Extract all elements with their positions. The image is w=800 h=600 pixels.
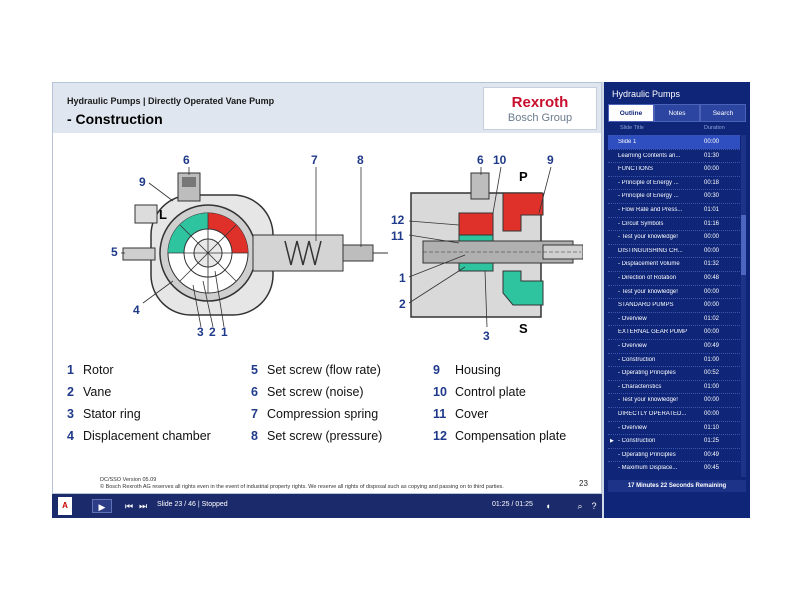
callout-S: S	[519, 321, 528, 336]
tab-outline[interactable]: Outline	[608, 104, 654, 122]
callout-10-right: 10	[493, 153, 507, 167]
sidebar-title: Hydraulic Pumps	[612, 89, 681, 99]
current-slide-arrow-icon: ▶	[610, 438, 614, 445]
outline-item-duration: 01:01	[704, 207, 720, 213]
callout-6-right: 6	[477, 153, 484, 167]
help-icon[interactable]: ?	[591, 501, 597, 511]
rexroth-logo	[483, 87, 597, 130]
outline-item-title: - Overview	[618, 315, 647, 322]
legend-item: 5 Set screw (flow rate)	[251, 363, 381, 377]
outline-item[interactable]	[608, 434, 740, 448]
outline-item-title: - Characteristics	[618, 383, 662, 390]
left-pump-view	[121, 167, 388, 327]
legend-item: 12 Compensation plate	[433, 429, 567, 443]
callout-5-left: 5	[111, 245, 118, 259]
time-remaining: 17 Minutes 22 Seconds Remaining	[608, 480, 746, 492]
outline-item-title: - Overview	[618, 343, 647, 349]
outline-item[interactable]	[608, 244, 740, 258]
outline-item-title: FUNCTIONS	[618, 166, 653, 173]
presentation-player	[52, 82, 750, 518]
outline-item[interactable]	[608, 203, 740, 217]
outline-item-title: - Test your knowledge!	[618, 288, 678, 295]
outline-item[interactable]	[608, 162, 740, 176]
slide-header	[53, 83, 601, 133]
outline-item-duration: 01:02	[704, 315, 720, 322]
time-display: 01:25 / 01:25	[492, 501, 533, 508]
outline-item-title: Slide 1	[618, 139, 637, 145]
outline-item-duration: 00:00	[704, 139, 720, 145]
outline-item[interactable]	[608, 393, 740, 407]
legend-item: 9 Housing	[433, 363, 501, 377]
callout-8-left: 8	[357, 153, 364, 167]
callout-9-left: 9	[139, 175, 146, 189]
callout-3-left: 3	[197, 325, 204, 339]
outline-item[interactable]	[608, 353, 740, 367]
callout-6-left: 6	[183, 153, 190, 167]
outline-sidebar	[604, 82, 750, 518]
tab-search[interactable]: Search	[700, 104, 746, 122]
outline-item[interactable]	[608, 380, 740, 394]
outline-item-title: Learning Contents an...	[618, 152, 681, 159]
legend-item: 1 Rotor	[67, 363, 114, 377]
outline-column-headers	[608, 125, 746, 135]
callout-2-left: 2	[209, 325, 216, 339]
outline-item-title: - Flow Rate and Press...	[618, 207, 683, 213]
outline-item[interactable]	[608, 448, 740, 462]
outline-item-title: - Construction	[618, 356, 656, 363]
outline-item-title: - Displacement Volume	[618, 261, 680, 268]
outline-item-title: - Principle of Energy ...	[618, 179, 679, 186]
legend-item: 2 Vane	[67, 385, 112, 399]
outline-item-title: DIRECTLY OPERATED...	[618, 411, 687, 417]
outline-item-duration: 00:00	[704, 166, 720, 173]
callout-7-left: 7	[311, 153, 318, 167]
outline-item[interactable]	[608, 339, 740, 353]
legend-item: 8 Set screw (pressure)	[251, 429, 383, 443]
outline-item-duration: 01:32	[704, 261, 720, 268]
outline-item[interactable]	[608, 312, 740, 326]
legend-item: 7 Compression spring	[251, 407, 379, 421]
outline-list	[608, 135, 740, 477]
column-slide-title: Slide Title	[620, 125, 644, 131]
outline-item-duration: 00:00	[704, 329, 720, 336]
outline-item-duration: 01:30	[704, 152, 720, 159]
slide-status: Slide 23 / 46 | Stopped	[157, 501, 228, 508]
footer-copyright: © Bosch Rexroth AG reserves all rights even in the event of industrial property rights. We reserve all rights of disposal such as copying and passing on to third parties.	[100, 484, 504, 490]
outline-item[interactable]	[608, 135, 740, 149]
outline-item[interactable]	[608, 189, 740, 203]
outline-item[interactable]	[608, 461, 740, 475]
outline-item[interactable]	[608, 176, 740, 190]
outline-item-title: - Overview	[618, 424, 647, 431]
legend-item: 11 Cover	[433, 407, 489, 421]
callout-9-right: 9	[547, 153, 554, 167]
outline-scrollbar[interactable]	[741, 135, 746, 477]
outline-item[interactable]	[608, 407, 740, 421]
player-control-bar	[52, 494, 602, 518]
play-button[interactable]: ▶	[92, 499, 112, 513]
callout-12-right: 12	[391, 213, 405, 227]
outline-item-duration: 00:00	[704, 234, 720, 241]
callout-2-right: 2	[399, 297, 406, 311]
outline-item-title: - Principle of Energy ...	[618, 193, 679, 200]
outline-item-duration: 00:00	[704, 397, 720, 404]
slide-title: - Construction	[67, 111, 163, 127]
logo-brand-text: Rexroth	[511, 94, 569, 111]
outline-item[interactable]	[608, 217, 740, 231]
attachment-icon[interactable]: ⌕	[577, 501, 583, 511]
pump-cross-section-svg	[73, 153, 583, 353]
outline-item-duration: 00:00	[704, 411, 720, 417]
legend-item: 6 Set screw (noise)	[251, 385, 364, 399]
outline-item[interactable]	[608, 230, 740, 244]
outline-item-duration: 00:48	[704, 275, 720, 281]
outline-item[interactable]	[608, 285, 740, 299]
outline-item[interactable]	[608, 257, 740, 271]
previous-slide-button[interactable]: ⏮	[124, 501, 134, 511]
outline-item-duration: 00:45	[704, 465, 720, 472]
outline-item-duration: 01:00	[704, 383, 720, 390]
outline-item[interactable]	[608, 325, 740, 339]
outline-item-duration: 00:00	[704, 247, 720, 254]
slide-content	[52, 82, 602, 494]
outline-item-duration: 00:49	[704, 451, 720, 458]
legend-item: 3 Stator ring	[67, 407, 141, 421]
outline-item-title: - Maximum Displace...	[618, 465, 678, 472]
scrollbar-thumb[interactable]	[741, 215, 746, 275]
column-duration: Duration	[704, 125, 725, 131]
outline-item-duration: 00:00	[704, 302, 720, 309]
outline-item[interactable]	[608, 366, 740, 380]
outline-item-duration: 00:49	[704, 343, 720, 349]
outline-item-duration: 01:25	[704, 438, 720, 445]
outline-item[interactable]	[608, 421, 740, 435]
adobe-logo-icon: A	[58, 497, 72, 515]
legend-item: 4 Displacement chamber	[67, 429, 211, 443]
slide-subtitle: Hydraulic Pumps | Directly Operated Vane Pump	[67, 96, 275, 106]
callout-3-right: 3	[483, 329, 490, 343]
outline-item-title: - Test your knowledge!	[618, 397, 678, 404]
callout-1-right: 1	[399, 271, 406, 285]
outline-item[interactable]	[608, 298, 740, 312]
outline-item-title: STANDARD PUMPS	[618, 302, 674, 309]
outline-item-duration: 00:52	[704, 370, 720, 377]
outline-item[interactable]	[608, 271, 740, 285]
outline-item-duration: 00:18	[704, 179, 720, 186]
logo-sub-text: Bosch Group	[507, 112, 573, 124]
callout-1-left: 1	[221, 325, 228, 339]
outline-item-duration: 00:00	[704, 288, 720, 295]
outline-item[interactable]	[608, 149, 740, 163]
callout-P: P	[519, 169, 528, 184]
outline-item-duration: 01:16	[704, 220, 720, 227]
legend-item: 10 Control plate	[433, 385, 526, 399]
volume-icon[interactable]: ◖	[545, 501, 551, 511]
callout-11-right: 11	[391, 229, 404, 243]
outline-item-title: - Test your knowledge!	[618, 234, 678, 241]
vane-pump-diagram	[73, 153, 583, 358]
right-pump-view	[409, 167, 583, 327]
outline-item-duration: 01:00	[704, 356, 720, 363]
outline-item-title: - Operating Principles	[618, 370, 676, 377]
tab-notes[interactable]: Notes	[654, 104, 700, 122]
footer-version: DC/SSO Version 05.09	[100, 477, 157, 483]
outline-item-title: - Circuit Symbols	[618, 220, 664, 227]
next-slide-button[interactable]: ⏭	[138, 501, 148, 511]
outline-item-title: - Direction of Rotation	[618, 275, 677, 281]
outline-item-duration: 00:30	[704, 193, 720, 200]
outline-item-title: EXTERNAL GEAR PUMP	[618, 329, 688, 336]
sidebar-tabs	[608, 104, 746, 122]
outline-item-duration: 01:10	[704, 424, 720, 431]
outline-item-title: - Operating Principles	[618, 451, 676, 458]
callout-4-left: 4	[133, 303, 140, 317]
callout-L: L	[159, 207, 167, 222]
outline-item-title: DISTINGUISHING CH...	[618, 247, 683, 254]
slide-page-number: 23	[579, 479, 588, 488]
outline-item-title: - Construction	[618, 438, 656, 445]
